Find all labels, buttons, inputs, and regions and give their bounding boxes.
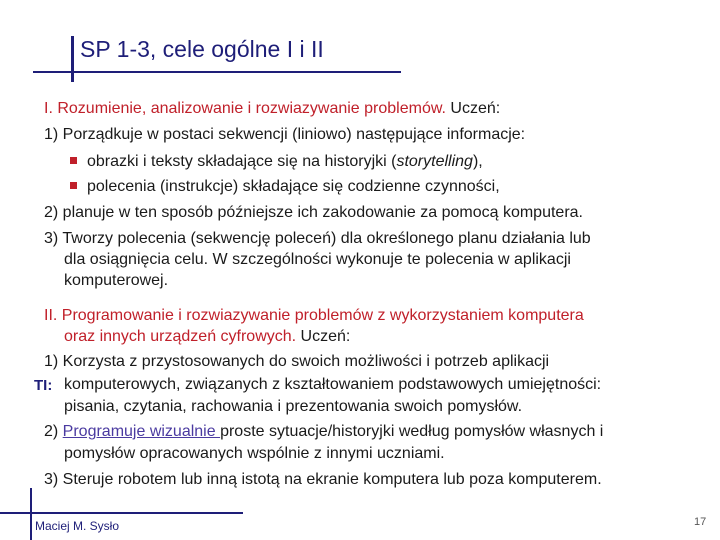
section1-item3-line2: dla osiągnięcia celu. W szczególności wykonuje te polecenia w aplikacji [64,251,571,268]
square-bullet-icon [70,182,77,189]
section1-heading-text: I. Rozumienie, analizowanie i rozwiazywanie problemów. [44,100,446,117]
title-vertical-rule [71,36,74,82]
bullet2-text: polecenia (instrukcje) składające się codzienne czynności, [87,178,500,195]
section2-item2-line1 [44,421,603,442]
section2-item1-line2: komputerowych, związanych z kształtowaniem podstawowych umiejętności: [64,376,602,393]
item2-text: proste sytuacje/historyjki według pomysłów własnych i [220,423,604,440]
section2-heading-text: oraz innych urządzeń cyfrowych. [64,328,297,345]
title-horizontal-rule [33,71,401,73]
bottom-horizontal-rule [0,512,243,514]
ti-label: TI: [34,377,53,394]
section1-item1: 1) Porządkuje w postaci sekwencji (liniowo) następujące informacje: [44,126,526,143]
square-bullet-icon [70,157,77,164]
page-title: SP 1-3, cele ogólne I i II [80,36,324,62]
item2-number: 2) [44,423,63,440]
section2-heading-line2 [64,326,350,347]
bullet1-emphasis: storytelling [396,153,473,170]
section2-item1-line1: 1) Korzysta z przystosowanych do swoich możliwości i potrzeb aplikacji [44,353,550,370]
section1-bullet1 [70,151,483,172]
programuje-wizualnie-link[interactable]: Programuje wizualnie [62,423,221,440]
section2-item1-line3: pisania, czytania, rachowania i prezentowania swoich pomysłów. [64,398,523,415]
bullet1-text: obrazki i teksty składające się na historyjki ( [87,153,397,170]
section1-item2: 2) planuje w ten sposób późniejsze ich zakodowanie za pomocą komputera. [44,204,583,221]
author-name: Maciej M. Sysło [35,519,120,533]
section1-item3-line1: 3) Tworzy polecenia (sekwencję poleceń) dla określonego planu działania lub [44,230,591,247]
section2-item3: 3) Steruje robotem lub inną istotą na ekranie komputera lub poza komputerem. [44,471,602,488]
bullet1-text-end: ), [472,153,483,170]
section2-heading-line1: II. Programowanie i rozwiazywanie problemów z wykorzystaniem komputera [44,307,584,324]
section1-bullet2 [70,176,500,197]
page-number: 17 [694,516,707,528]
section1-heading-suffix: Uczeń: [445,100,501,117]
section2-heading-suffix: Uczeń: [296,328,351,345]
section1-heading [44,98,500,119]
left-vertical-rule [30,488,32,540]
section2-item2-line2: pomysłów opracowanych wspólnie z innymi uczniami. [64,445,445,462]
section1-item3-line3: komputerowej. [64,272,169,289]
